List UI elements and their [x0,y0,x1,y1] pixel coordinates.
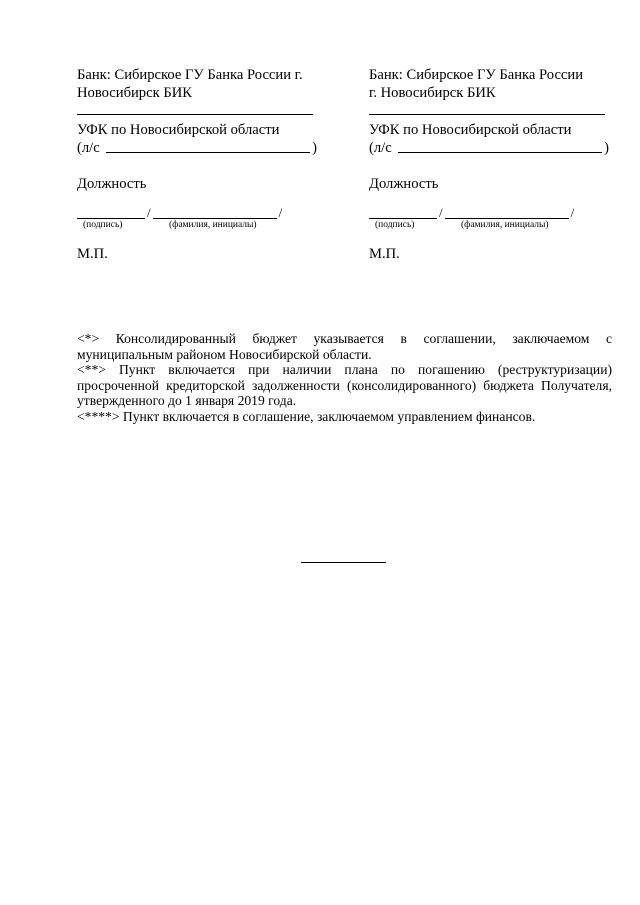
slash-close: / [570,205,575,220]
right-requisites-block [369,66,609,263]
name-caption: (фамилия, инициалы) [461,220,549,230]
slash-open: / [147,205,151,220]
name-blank [445,206,569,219]
name-blank [153,206,277,219]
signature-captions [369,219,609,231]
left-requisites-block [77,66,317,263]
signature-row [77,203,317,219]
bank-line-2: Новосибирск БИК [77,85,192,101]
bank-line-1: Банк: Сибирское ГУ Банка России [369,67,584,83]
signature-captions [77,219,317,231]
slash-open: / [439,205,443,220]
signature-row [369,203,609,219]
stamp-label: М.П. [369,246,400,262]
signature-blank [77,206,145,219]
bank-details [77,66,317,120]
ufk-label: УФК по Новосибирской области [369,122,572,138]
ufk-label: УФК по Новосибирской области [77,122,280,138]
end-divider [301,562,386,563]
footnote-debt-plan: <**> Пункт включается при наличии плана по погашению (реструктуризации) просроченной кредиторской задолженности (консолидированного) бюджета Получателя, утвержденного до 1 января 2019 года. [77,362,612,408]
signature-caption: (подпись) [83,220,123,230]
bank-line-2: г. Новосибирск БИК [369,85,496,101]
account-blank [106,152,310,153]
position-label: Должность [369,176,439,192]
account-open: (л/с [77,140,100,156]
stamp-label: М.П. [77,246,108,262]
account-close: ) [312,140,317,156]
account-blank [398,152,602,153]
footnote-finance-department: <****> Пункт включается в соглашение, заключаемом управлением финансов. [77,408,536,424]
name-caption: (фамилия, инициалы) [169,220,257,230]
bank-underline [77,114,313,115]
slash-close: / [278,205,283,220]
signature-blank [369,206,437,219]
bank-underline [369,114,605,115]
bank-details [369,66,609,120]
position-label: Должность [77,176,147,192]
footnote-consolidated-budget: <*> Консолидированный бюджет указывается в соглашении, заключаемом с муниципальным районом Новосибирской области. [77,331,612,362]
account-row [77,139,317,157]
signature-caption: (подпись) [375,220,415,230]
account-close: ) [604,140,609,156]
account-open: (л/с [369,140,392,156]
bank-line-1: Банк: Сибирское ГУ Банка России г. [77,67,303,83]
footnotes [77,331,612,424]
account-row [369,139,609,157]
